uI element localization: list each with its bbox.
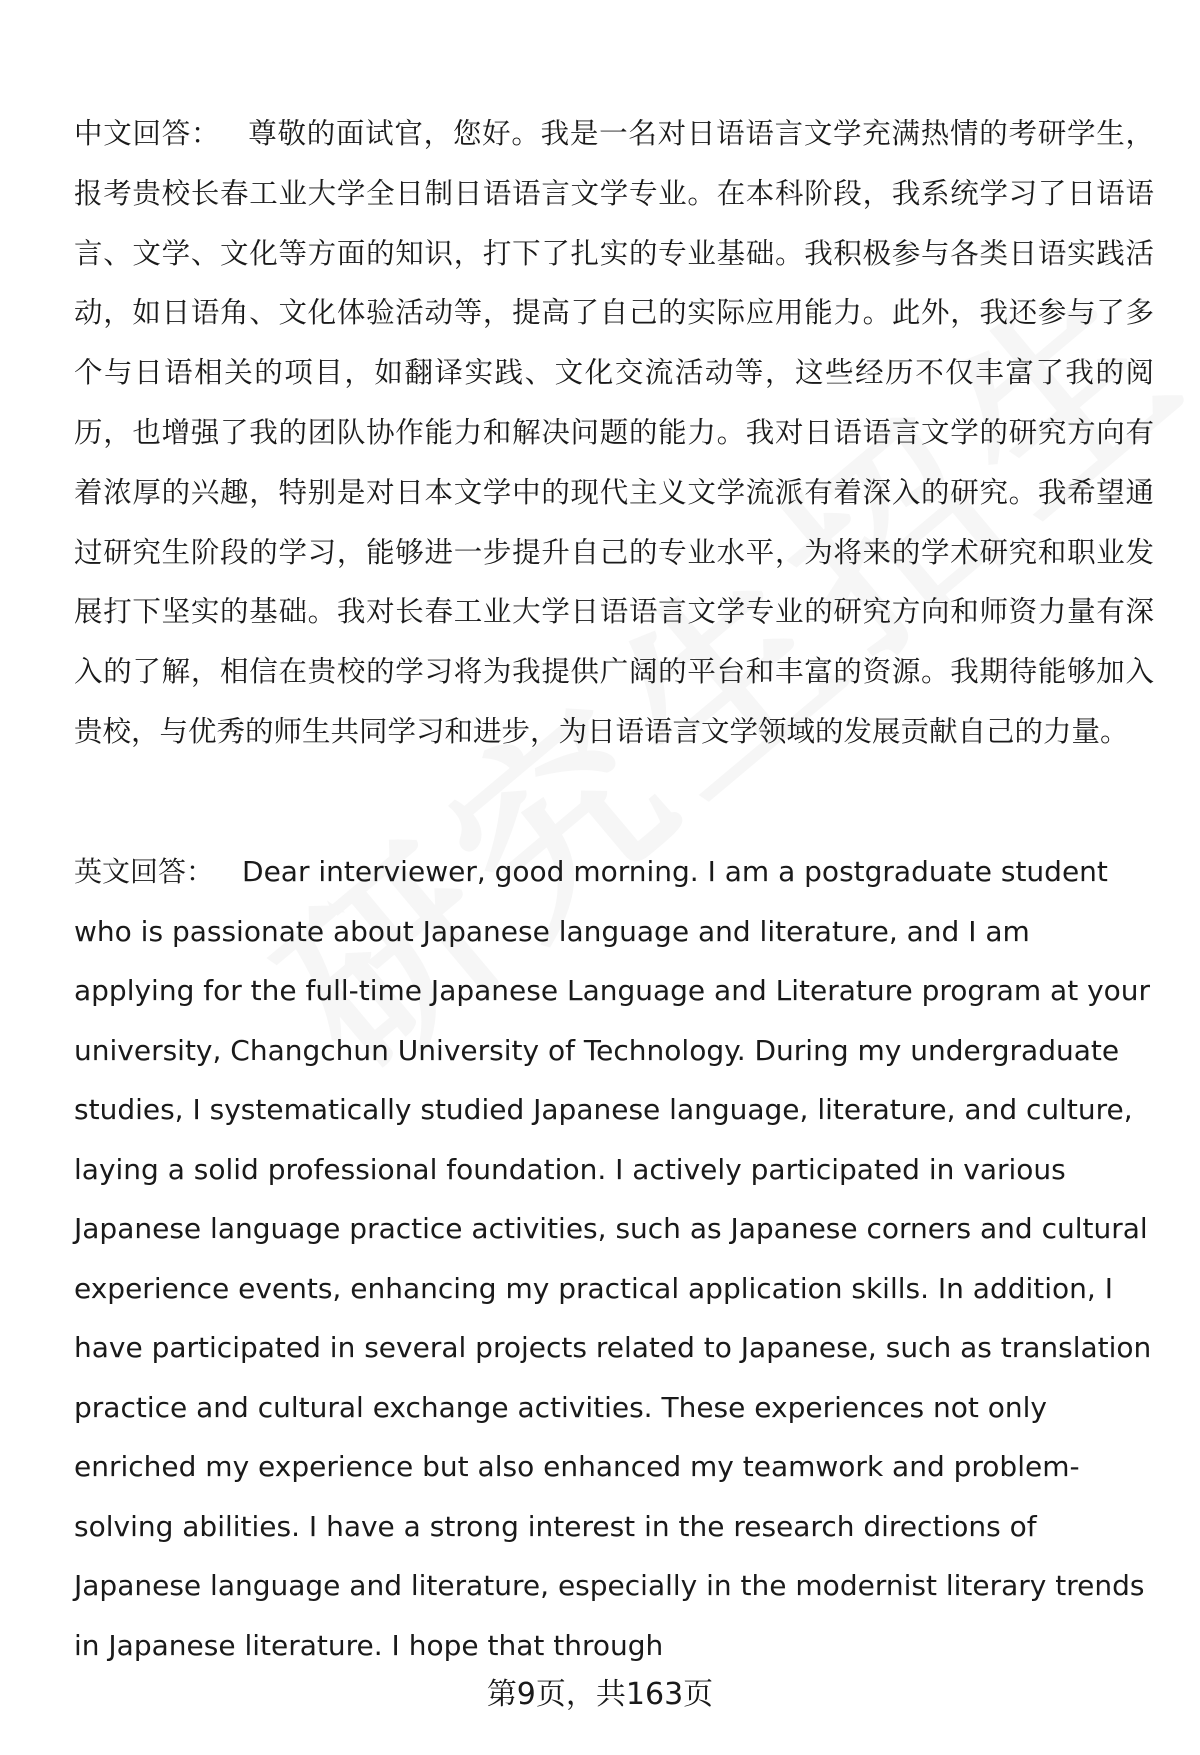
english-answer-paragraph xyxy=(74,842,1154,1675)
chinese-answer-label: 中文回答： xyxy=(74,117,221,150)
chinese-answer-paragraph xyxy=(74,104,1154,762)
chinese-answer-text: 尊敬的面试官，您好。我是一名对日语语言文学充满热情的考研学生，报考贵校长春工业大学全日制日语语言文学专业。在本科阶段，我系统学习了日语语言、文学、文化等方面的知识，打下了扎实的专业基础。我积极参与各类日语实践活动，如日语角、文化体验活动等，提高了自己的实际应用能力。此外，我还参与了多个与日语相关的项目，如翻译实践、文化交流活动等，这些经历不仅丰富了我的阅历，也增强了我的团队协作能力和解决问题的能力。我对日语语言文学的研究方向有着浓厚的兴趣，特别是对日本文学中的现代主义文学流派有着深入的研究。我希望通过研究生阶段的学习，能够进一步提升自己的专业水平，为将来的学术研究和职业发展打下坚实的基础。我对长春工业大学日语语言文学专业的研究方向和师资力量有深入的了解，相信在贵校的学习将为我提供广阔的平台和丰富的资源。我期待能够加入贵校，与优秀的师生共同学习和进步，为日语语言文学领域的发展贡献自己的力量。 xyxy=(74,117,1154,748)
english-answer-text: Dear interviewer, good morning. I am a postgraduate student who is passionate about Japanese language and literature, and I am applying for the full-time Japanese Language and Literature program at your university, Changchun University of Technology. During my undergraduate studies, I systematically studied Japanese language, literature, and culture, laying a solid professional foundation. I actively participated in various Japanese language practice activities, such as Japanese corners and cultural experience events, enhancing my practical application skills. In addition, I have participated in several projects related to Japanese, such as translation practice and cultural exchange activities. These experiences not only enriched my experience but also enhanced my teamwork and problem-solving abilities. I have a strong interest in the research directions of Japanese language and literature, especially in the modernist literary trends in Japanese literature. I hope that through xyxy=(74,855,1152,1662)
english-answer-label: 英文回答： xyxy=(74,855,215,888)
page-footer xyxy=(0,1673,1200,1717)
page-indicator: 第9页，共163页 xyxy=(486,1677,714,1712)
